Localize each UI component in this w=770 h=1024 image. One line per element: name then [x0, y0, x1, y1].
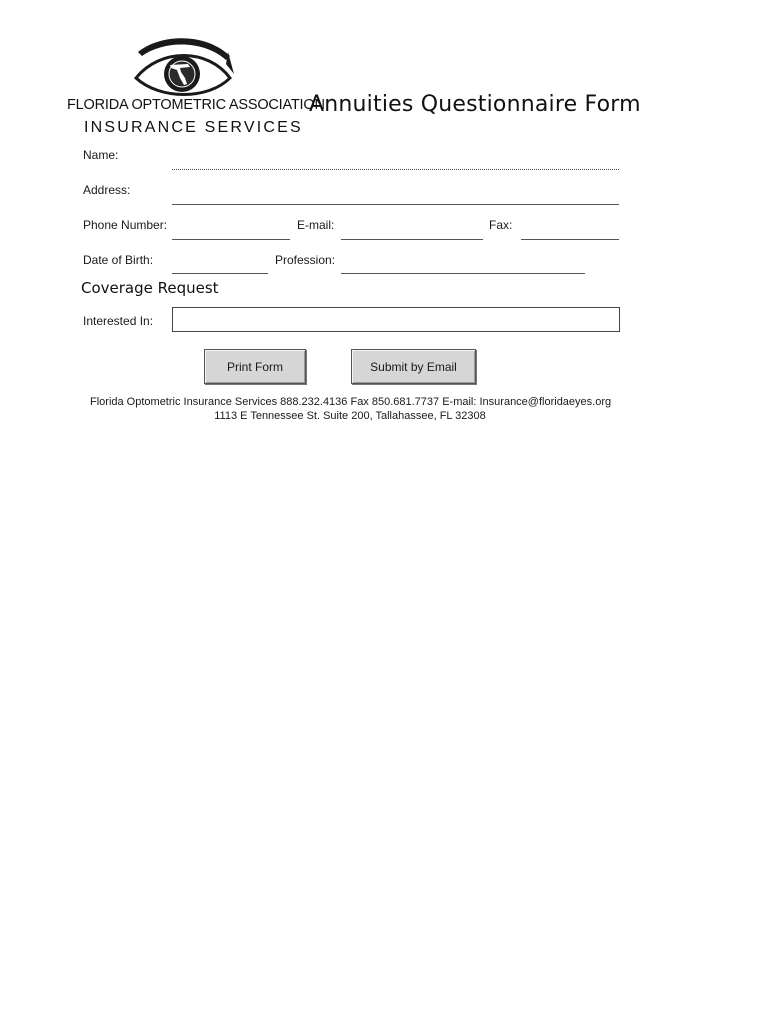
- submit-by-email-button[interactable]: Submit by Email: [351, 349, 476, 384]
- footer-address: 1113 E Tennessee St. Suite 200, Tallahassee, FL 32308: [214, 410, 486, 422]
- eye-with-florida-icon: [130, 34, 240, 104]
- email-label: E-mail:: [297, 218, 335, 232]
- phone-field[interactable]: [172, 225, 290, 240]
- fax-field[interactable]: [521, 225, 619, 240]
- dob-label: Date of Birth:: [83, 253, 154, 267]
- name-label: Name:: [83, 148, 119, 162]
- address-label: Address:: [83, 183, 131, 197]
- name-field[interactable]: [172, 155, 619, 170]
- interested-in-field[interactable]: [172, 307, 620, 332]
- org-subtitle: INSURANCE SERVICES: [84, 119, 303, 136]
- footer-contact: Florida Optometric Insurance Services 888.232.4136 Fax 850.681.7737 E-mail: Insurance@floridaeyes.org: [90, 396, 612, 408]
- page-title: Annuities Questionnaire Form: [309, 92, 641, 117]
- logo: [130, 34, 240, 104]
- profession-label: Profession:: [275, 253, 336, 267]
- email-field[interactable]: [341, 225, 483, 240]
- fax-label: Fax:: [489, 218, 513, 232]
- coverage-section-title: Coverage Request: [81, 279, 219, 297]
- org-name: FLORIDA OPTOMETRIC ASSOCIATION: [67, 97, 325, 113]
- address-field[interactable]: [172, 190, 619, 205]
- dob-field[interactable]: [172, 259, 268, 274]
- print-form-button[interactable]: Print Form: [204, 349, 306, 384]
- profession-field[interactable]: [341, 259, 585, 274]
- interested-label: Interested In:: [83, 314, 154, 328]
- phone-label: Phone Number:: [83, 218, 168, 232]
